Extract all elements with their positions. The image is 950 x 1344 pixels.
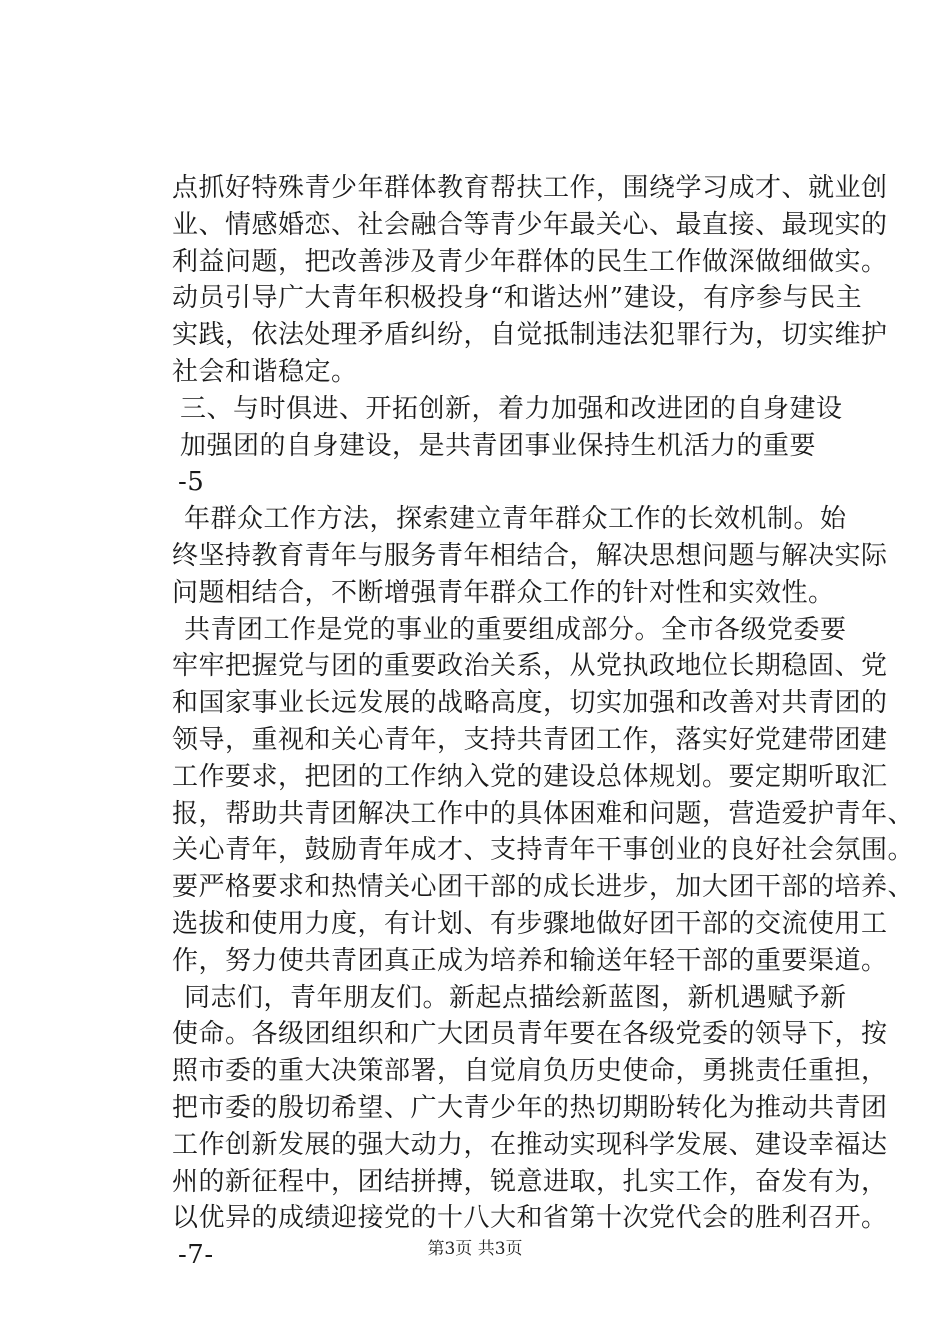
page-marker: -5 bbox=[178, 467, 205, 498]
page-marker: -7- bbox=[178, 1240, 214, 1271]
text-line: 三、与时俱进、开拓创新，着力加强和改进团的自身建设 bbox=[180, 393, 843, 424]
text-line: 使命。各级团组织和广大团员青年要在各级党委的领导下，按 bbox=[172, 1019, 888, 1050]
body-text bbox=[172, 170, 915, 1274]
text-line: 选拔和使用力度，有计划、有步骤地做好团干部的交流使用工 bbox=[172, 908, 888, 939]
text-line: 作，努力使共青团真正成为培养和输送年轻干部的重要渠道。 bbox=[172, 945, 888, 976]
text-line: 终坚持教育青年与服务青年相结合，解决思想问题与解决实际 bbox=[172, 540, 888, 571]
text-line: 照市委的重大决策部署，自觉肩负历史使命，勇挑责任重担， bbox=[172, 1056, 888, 1087]
text-line: 点抓好特殊青少年群体教育帮扶工作，围绕学习成才、就业创 bbox=[172, 173, 888, 203]
text-line: 加强团的自身建设，是共青团事业保持生机活力的重要 bbox=[180, 430, 817, 461]
text-line: 州的新征程中，团结拼搏，锐意进取，扎实工作，奋发有为， bbox=[172, 1166, 888, 1197]
text-line: 社会和谐稳定。 bbox=[172, 356, 358, 387]
text-line: 关心青年，鼓励青年成才、支持青年干事创业的良好社会氛围。 bbox=[172, 835, 915, 866]
text-line: 工作创新发展的强大动力，在推动实现科学发展、建设幸福达 bbox=[172, 1129, 888, 1160]
text-line: 把市委的殷切希望、广大青少年的热切期盼转化为推动共青团 bbox=[172, 1092, 888, 1123]
text-line: 以优异的成绩迎接党的十八大和省第十次党代会的胜利召开。 bbox=[172, 1203, 888, 1234]
text-line: 利益问题，把改善涉及青少年群体的民生工作做深做细做实。 bbox=[172, 246, 888, 277]
text-line: 问题相结合，不断增强青年群众工作的针对性和实效性。 bbox=[172, 577, 835, 608]
text-line: 牢牢把握党与团的重要政治关系，从党执政地位长期稳固、党 bbox=[172, 651, 888, 682]
text-line: 动员引导广大青年积极投身“和谐达州”建设，有序参与民主 bbox=[172, 283, 863, 314]
text-line: 工作要求，把团的工作纳入党的建设总体规划。要定期听取汇 bbox=[172, 761, 888, 792]
text-line: 领导，重视和关心青年，支持共青团工作，落实好党建带团建 bbox=[172, 724, 888, 755]
text-line: 实践，依法处理矛盾纠纷，自觉抵制违法犯罪行为，切实维护 bbox=[172, 320, 888, 351]
text-line: 报，帮助共青团解决工作中的具体困难和问题，营造爱护青年、 bbox=[172, 798, 915, 829]
text-line: 年群众工作方法，探索建立青年群众工作的长效机制。始 bbox=[184, 504, 847, 535]
text-line: 和国家事业长远发展的战略高度，切实加强和改善对共青团的 bbox=[172, 688, 888, 719]
text-line: 共青团工作是党的事业的重要组成部分。全市各级党委要 bbox=[184, 614, 847, 645]
text-line: 要严格要求和热情关心团干部的成长进步，加大团干部的培养、 bbox=[172, 872, 915, 903]
text-line: 同志们，青年朋友们。新起点描绘新蓝图，新机遇赋予新 bbox=[184, 982, 847, 1013]
page-footer: 第3页 共3页 bbox=[427, 1239, 523, 1259]
text-line: 业、情感婚恋、社会融合等青少年最关心、最直接、最现实的 bbox=[172, 209, 888, 240]
